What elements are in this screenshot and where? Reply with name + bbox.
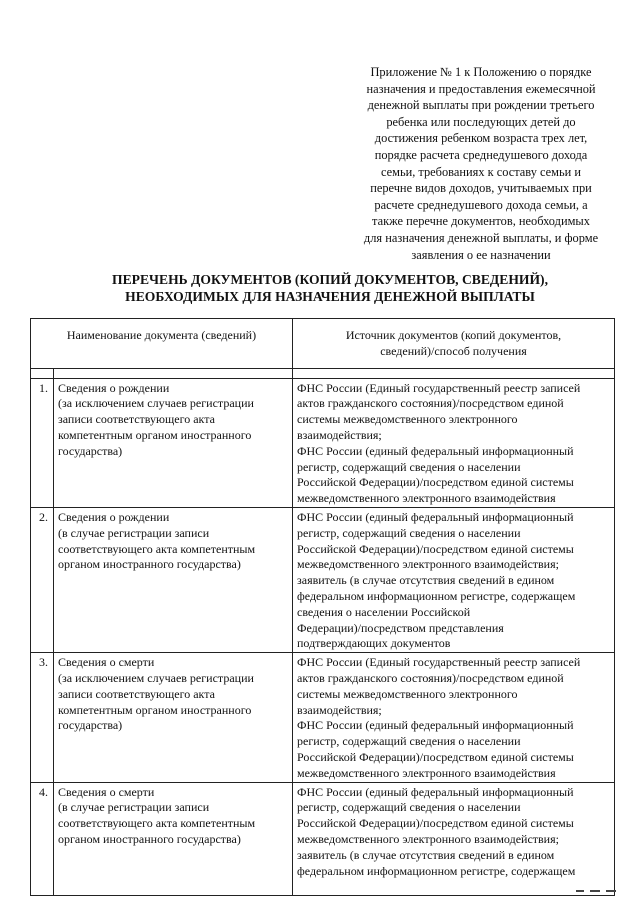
cell-line: актов гражданского состояния)/посредством единой xyxy=(297,670,564,685)
cell-line: сведения о населении Российской xyxy=(297,604,471,619)
table-row xyxy=(31,378,615,507)
cell-line: актов гражданского состояния)/посредством единой xyxy=(297,396,564,411)
spacer-cell xyxy=(31,368,54,378)
cell-line: взаимодействия; xyxy=(297,427,382,442)
cell-line: федеральном информационном регистре, содержащем xyxy=(297,588,576,603)
title-line: ПЕРЕЧЕНЬ ДОКУМЕНТОВ (КОПИЙ ДОКУМЕНТОВ, СВЕДЕНИЙ), xyxy=(112,272,548,287)
cell-line: системы межведомственного электронного xyxy=(297,412,518,427)
cell-line: компетентным органом иностранного xyxy=(58,702,252,717)
cell-line: ФНС России (единый федеральный информационный xyxy=(297,443,574,458)
row-number: 3. xyxy=(31,653,54,782)
documents-table xyxy=(30,318,615,896)
cell-line: Сведения о рождении xyxy=(58,509,170,524)
table-header-row xyxy=(31,319,615,369)
appendix-note xyxy=(336,64,626,263)
cell-line: регистр, содержащий сведения о населении xyxy=(297,734,521,749)
cell-line: Российской Федерации)/посредством единой системы xyxy=(297,749,574,764)
cell-line: соответствующего акта компетентным xyxy=(58,541,256,556)
cell-line: ФНС России (Единый государственный реестр записей xyxy=(297,380,581,395)
cell-line: государства) xyxy=(58,718,123,733)
column-header-source xyxy=(293,319,615,369)
title-line: НЕОБХОДИМЫХ ДЛЯ НАЗНАЧЕНИЯ ДЕНЕЖНОЙ ВЫПЛАТЫ xyxy=(125,289,535,304)
cell-line: компетентным органом иностранного xyxy=(58,427,252,442)
document-name-cell xyxy=(54,782,293,895)
column-header-name xyxy=(31,319,293,369)
cell-line: органом иностранного государства) xyxy=(58,557,241,572)
cell-line: государства) xyxy=(58,443,123,458)
header-line: Наименование документа (сведений) xyxy=(66,328,257,342)
row-number: 1. xyxy=(31,378,54,507)
scan-artifact xyxy=(590,890,600,892)
cell-line: органом иностранного государства) xyxy=(58,831,241,846)
appendix-line: перечне видов доходов, учитываемых при xyxy=(370,181,592,196)
table-row xyxy=(31,507,615,652)
cell-line: системы межведомственного электронного xyxy=(297,686,518,701)
cell-line: межведомственного электронного взаимодействия xyxy=(297,491,556,506)
cell-line: взаимодействия; xyxy=(297,702,382,717)
row-number: 4. xyxy=(31,782,54,895)
appendix-line: назначения и предоставления ежемесячной xyxy=(366,81,596,96)
table-spacer-row xyxy=(31,368,615,378)
cell-line: (в случае регистрации записи xyxy=(58,800,210,815)
document-name-cell xyxy=(54,378,293,507)
appendix-line: семьи, требованиях к составу семьи и xyxy=(380,164,582,179)
cell-line: ФНС России (единый федеральный информационный xyxy=(297,509,574,524)
appendix-line: расчете среднедушевого дохода семьи, а xyxy=(374,197,588,212)
cell-line: межведомственного электронного взаимодействия; xyxy=(297,557,559,572)
document-source-cell xyxy=(293,782,615,895)
cell-line: федеральном информационном регистре, содержащем xyxy=(297,863,576,878)
scan-artifact xyxy=(606,890,616,892)
cell-line: Сведения о смерти xyxy=(58,784,155,799)
document-source-cell xyxy=(293,507,615,652)
cell-line: (в случае регистрации записи xyxy=(58,525,210,540)
cell-line: регистр, содержащий сведения о населении xyxy=(297,800,521,815)
row-number: 2. xyxy=(31,507,54,652)
cell-line: заявитель (в случае отсутствия сведений в едином xyxy=(297,573,555,588)
cell-line: записи соответствующего акта xyxy=(58,686,215,701)
cell-line: регистр, содержащий сведения о населении xyxy=(297,459,521,474)
cell-line: подтверждающих документов xyxy=(297,636,451,651)
cell-line: межведомственного электронного взаимодействия xyxy=(297,765,556,780)
appendix-line: для назначения денежной выплаты, и форме xyxy=(363,230,599,245)
cell-line: регистр, содержащий сведения о населении xyxy=(297,525,521,540)
cell-line: записи соответствующего акта xyxy=(58,412,215,427)
appendix-line: ребенка или последующих детей до xyxy=(386,114,576,129)
document-name-cell xyxy=(54,507,293,652)
spacer-cell xyxy=(293,368,615,378)
appendix-line: порядке расчета среднедушевого дохода xyxy=(374,147,588,162)
cell-line: Российской Федерации)/посредством единой системы xyxy=(297,816,574,831)
document-source-cell xyxy=(293,653,615,782)
cell-line: ФНС России (единый федеральный информационный xyxy=(297,718,574,733)
header-line: Источник документов (копий документов, xyxy=(345,328,562,342)
cell-line: ФНС России (единый федеральный информационный xyxy=(297,784,574,799)
cell-line: Российской Федерации)/посредством единой системы xyxy=(297,475,574,490)
scan-artifact xyxy=(576,890,584,892)
appendix-line: также перечне документов, необходимых xyxy=(372,214,590,229)
cell-line: соответствующего акта компетентным xyxy=(58,816,256,831)
cell-line: заявитель (в случае отсутствия сведений в едином xyxy=(297,847,555,862)
cell-line: Сведения о рождении xyxy=(58,380,170,395)
appendix-line: Приложение № 1 к Положению о порядке xyxy=(370,65,592,79)
document-source-cell xyxy=(293,378,615,507)
cell-line: ФНС России (Единый государственный реестр записей xyxy=(297,655,581,670)
cell-line: (за исключением случаев регистрации xyxy=(58,670,254,685)
table-row xyxy=(31,782,615,895)
document-name-cell xyxy=(54,653,293,782)
cell-line: (за исключением случаев регистрации xyxy=(58,396,254,411)
appendix-line: заявления о ее назначении xyxy=(411,247,551,262)
document-title xyxy=(80,271,580,305)
cell-line: Сведения о смерти xyxy=(58,655,155,670)
cell-line: Российской Федерации)/посредством единой системы xyxy=(297,541,574,556)
appendix-line: достижения ребенком возраста трех лет, xyxy=(374,131,588,146)
table-row xyxy=(31,653,615,782)
cell-line: межведомственного электронного взаимодействия; xyxy=(297,831,559,846)
header-line: сведений)/способ получения xyxy=(380,343,527,358)
appendix-line: денежной выплаты при рождении третьего xyxy=(367,98,595,113)
spacer-cell xyxy=(54,368,293,378)
cell-line: Федерации)/посредством представления xyxy=(297,620,504,635)
